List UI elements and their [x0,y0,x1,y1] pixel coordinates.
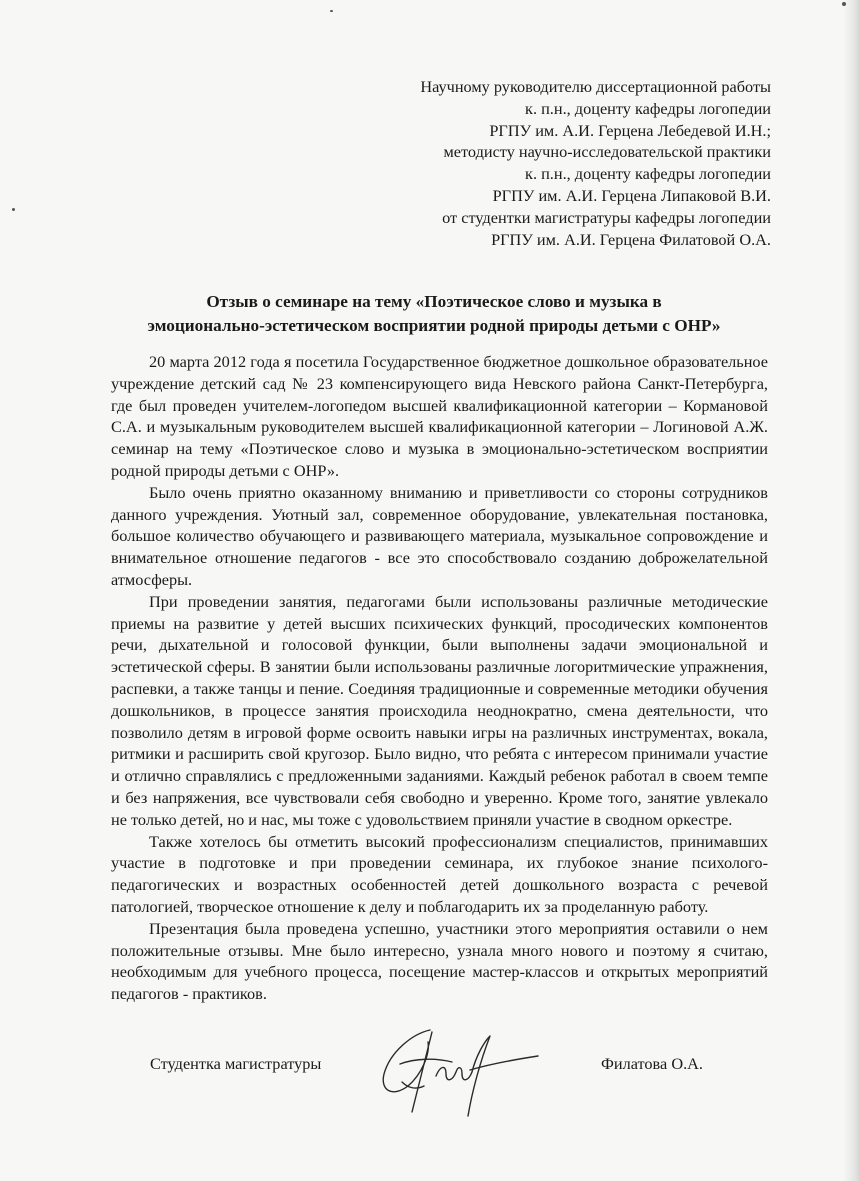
addressee-line: РГПУ им. А.И. Герцена Филатовой О.А. [491,229,771,249]
scan-speck [12,208,15,211]
signature-name: Филатова О.А. [601,1054,703,1073]
addressee-line: к. п.н., доценту кафедры логопедии [525,98,771,118]
signature-stroke [412,1032,432,1112]
title-line: Отзыв о семинаре на тему «Поэтическое слово и музыка в [206,292,662,311]
signature-stroke [383,1030,430,1092]
addressee-line: методисту научно-исследовательской практики [443,142,771,162]
addressee-line: Научному руководителю диссертационной работы [420,77,771,96]
body-paragraph: Также хотелось бы отметить высокий профессионализм специалистов, принимавших участие в подготовке и при проведении семинара, их глубокое знание психолого-педагогических и возрастных особенностей детей дошкольного возраста с речевой патологией, творческое отношение к делу и поблагодарить их за проделанную работу. [111,831,768,916]
addressee-line: РГПУ им. А.И. Герцена Лебедевой И.Н.; [489,120,771,140]
signature-stroke [468,1036,490,1116]
body-paragraph: Презентация была проведена успешно, участники этого мероприятия оставили о нем положительные отзывы. Мне было интересно, узнала много нового и поэтому я считаю, необходимым для учебного процесса, посещение мастер-классов и открытых мероприятий педагогов - практиков. [111,918,768,1004]
handwritten-signature [372,1012,542,1122]
addressee-block [251,76,771,250]
signature-stroke [400,1059,452,1064]
document-body [111,351,768,1005]
signature-strokes [383,1030,538,1116]
body-paragraph: Было очень приятно оказанному вниманию и приветливости со стороны сотрудников данного учреждения. Уютный зал, современное оборудование, увлекательная постановка, большое количество обучающего и развивающего материала, музыкальное сопровождение и внимательное отношение педагогов - все это способствовало созданию доброжелательной атмосферы. [111,482,768,589]
document-title [84,290,784,337]
addressee-line: к. п.н., доценту кафедры логопедии [525,164,771,184]
body-paragraph: 20 марта 2012 года я посетила Государственное бюджетное дошкольное образовательное учреждение детский сад № 23 компенсирующего вида Невского района Санкт-Петербурга, где был проведен учителем-логопедом высшей квалификационной категории – Кормановой С.А. и музыкальным руководителем высшей квалификационной категории – Логиновой А.Ж. семинар на тему «Поэтическое слово и музыка в эмоционально-эстетическом восприятии родной природы детьми с ОНР». [111,352,768,480]
addressee-line: РГПУ им. А.И. Герцена Липаковой В.И. [492,185,771,205]
scan-speck [842,2,846,6]
signature-label: Студентка магистратуры [150,1054,322,1073]
scan-edge-shadow [843,0,859,1181]
addressee-line: от студентки магистратуры кафедры логопедии [442,207,771,227]
title-line: эмоционально-эстетическом восприятии родной природы детьми с ОНР» [147,315,721,335]
body-paragraph: При проведении занятия, педагогами были использованы различные методические приемы на развитие у детей высших психических функций, просодических компонентов речи, дыхательной и голосовой функции, были выполнены задачи эмоциональной и эстетической сферы. В занятии были использованы различные логоритмические упражнения, распевки, а также танцы и пение. Соединяя традиционные и современные методики обучения дошкольников, в процессе занятия происходила неоднократно, смена деятельности, что позволило детям в игровой форме освоить навыки игры на различных инструментах, вокала, ритмики и расширить свой кругозор. Было видно, что ребята с интересом принимали участие и отлично справлялись с предложенными заданиями. Каждый ребенок работал в своем темпе и без напряжения, все чувствовали себя свободно и уверенно. Кроме того, занятие увлекало не только детей, но и нас, мы тоже с удовольствием приняли участие в сводном оркестре. [111,591,768,829]
signature-stroke [436,1067,472,1079]
scan-speck [330,10,333,12]
